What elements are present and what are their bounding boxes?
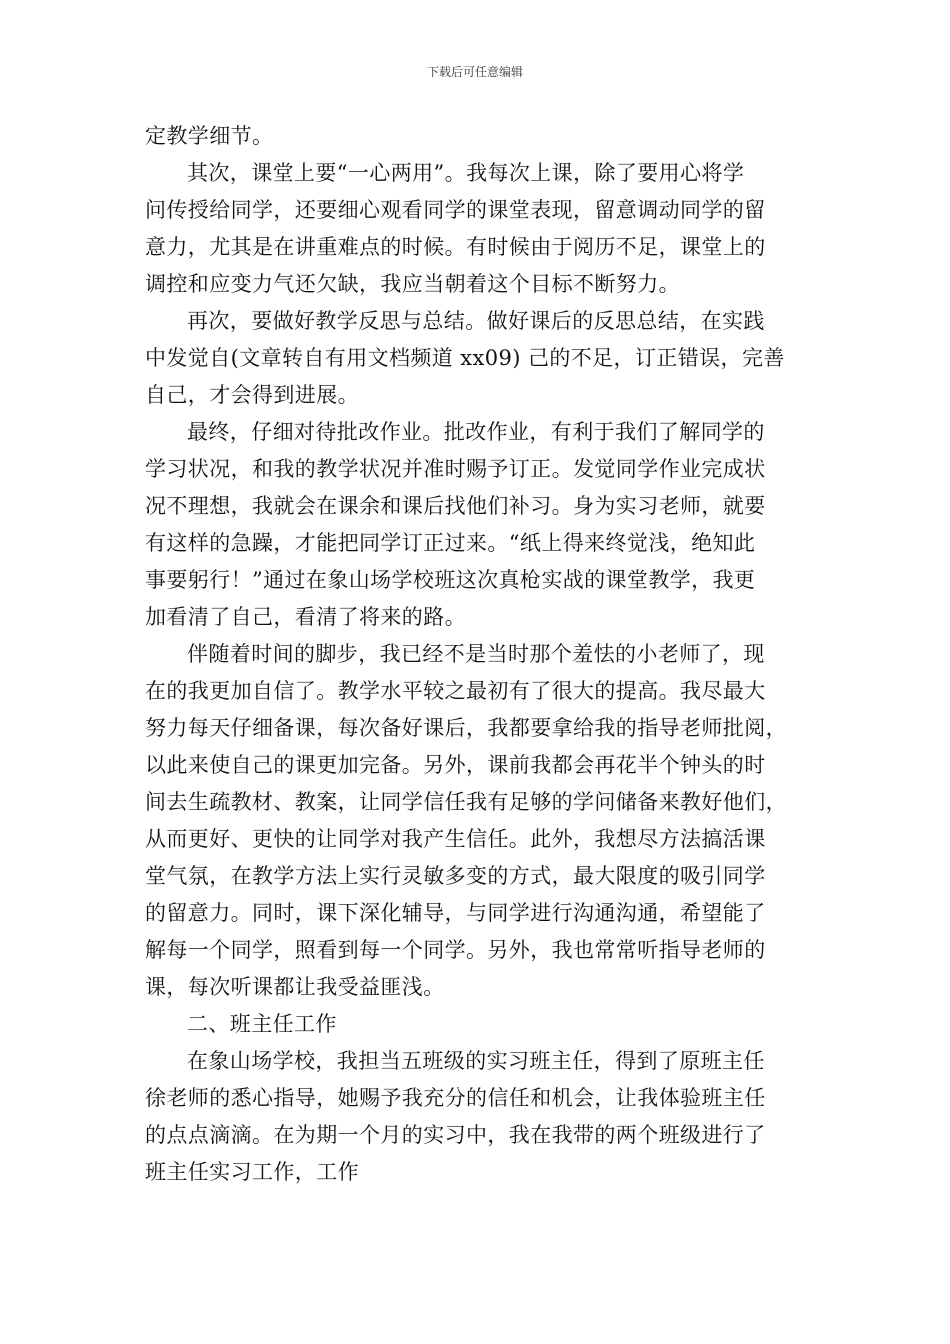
- paragraph-line: 班主任实习工作，工作: [145, 1160, 359, 1184]
- paragraph-line: 问传授给同学，还要细心观看同学的课堂表现，留意调动同学的留: [145, 198, 766, 222]
- paragraph-line: 以此来使自己的课更加完备。另外，课前我都会再花半个钟头的时: [145, 753, 766, 777]
- paragraph-first-line: 再次，要做好教学反思与总结。做好课后的反思总结，在实践: [187, 309, 765, 333]
- paragraph-line: 事要躬行！”通过在象山场学校班这次真枪实战的课堂教学，我更: [145, 568, 756, 592]
- paragraph-line: 努力每天仔细备课，每次备好课后，我都要拿给我的指导老师批阅，: [145, 716, 787, 740]
- paragraph-line: 学习状况，和我的教学状况并准时赐予订正。发觉同学作业完成状: [145, 457, 766, 481]
- paragraph-line: 意力，尤其是在讲重难点的时候。有时候由于阅历不足，课堂上的: [145, 235, 766, 259]
- paragraph-line: 加看清了自己，看清了将来的路。: [145, 605, 466, 629]
- paragraph-line: 调控和应变力气还欠缺，我应当朝着这个目标不断努力。: [145, 272, 680, 296]
- paragraph-first-line: 伴随着时间的脚步，我已经不是当时那个羞怯的小老师了，现: [187, 642, 765, 666]
- paragraph-line: 有这样的急躁，才能把同学订正过来。“纸上得来终觉浅，绝知此: [145, 531, 756, 555]
- paragraph-first-line: 二、班主任工作: [187, 1012, 337, 1036]
- paragraph-line: 徐老师的悉心指导，她赐予我充分的信任和机会，让我体验班主任: [145, 1086, 766, 1110]
- paragraph-line: 中发觉自(文章转自有用文档频道 xx09) 己的不足，订正错误，完善: [145, 346, 785, 370]
- page-header: 下载后可任意编辑: [426, 65, 523, 79]
- paragraph-first-line: 最终，仔细对待批改作业。批改作业，有利于我们了解同学的: [187, 420, 765, 444]
- paragraph-line: 从而更好、更快的让同学对我产生信任。此外，我想尽方法搞活课: [145, 827, 766, 851]
- paragraph-line: 自己，才会得到进展。: [145, 383, 359, 407]
- paragraph-line: 间去生疏教材、教案，让同学信任我有足够的学问储备来教好他们，: [145, 790, 787, 814]
- paragraph-line: 的留意力。同时，课下深化辅导，与同学进行沟通沟通，希望能了: [145, 901, 766, 925]
- paragraph-line: 在的我更加自信了。教学水平较之最初有了很大的提高。我尽最大: [145, 679, 766, 703]
- paragraph-line: 课，每次听课都让我受益匪浅。: [145, 975, 445, 999]
- paragraph-line: 的点点滴滴。在为期一个月的实习中，我在我带的两个班级进行了: [145, 1123, 766, 1147]
- paragraph-line: 定教学细节。: [145, 124, 274, 148]
- paragraph-first-line: 其次，课堂上要“一心两用”。我每次上课，除了要用心将学: [187, 161, 745, 185]
- paragraph-line: 况不理想，我就会在课余和课后找他们补习。身为实习老师，就要: [145, 494, 766, 518]
- document-body: [145, 118, 809, 1191]
- paragraph-line: 解每一个同学，照看到每一个同学。另外，我也常常听指导老师的: [145, 938, 766, 962]
- paragraph-first-line: 在象山场学校，我担当五班级的实习班主任，得到了原班主任: [187, 1049, 765, 1073]
- paragraph-line: 堂气氛，在教学方法上实行灵敏多变的方式，最大限度的吸引同学: [145, 864, 766, 888]
